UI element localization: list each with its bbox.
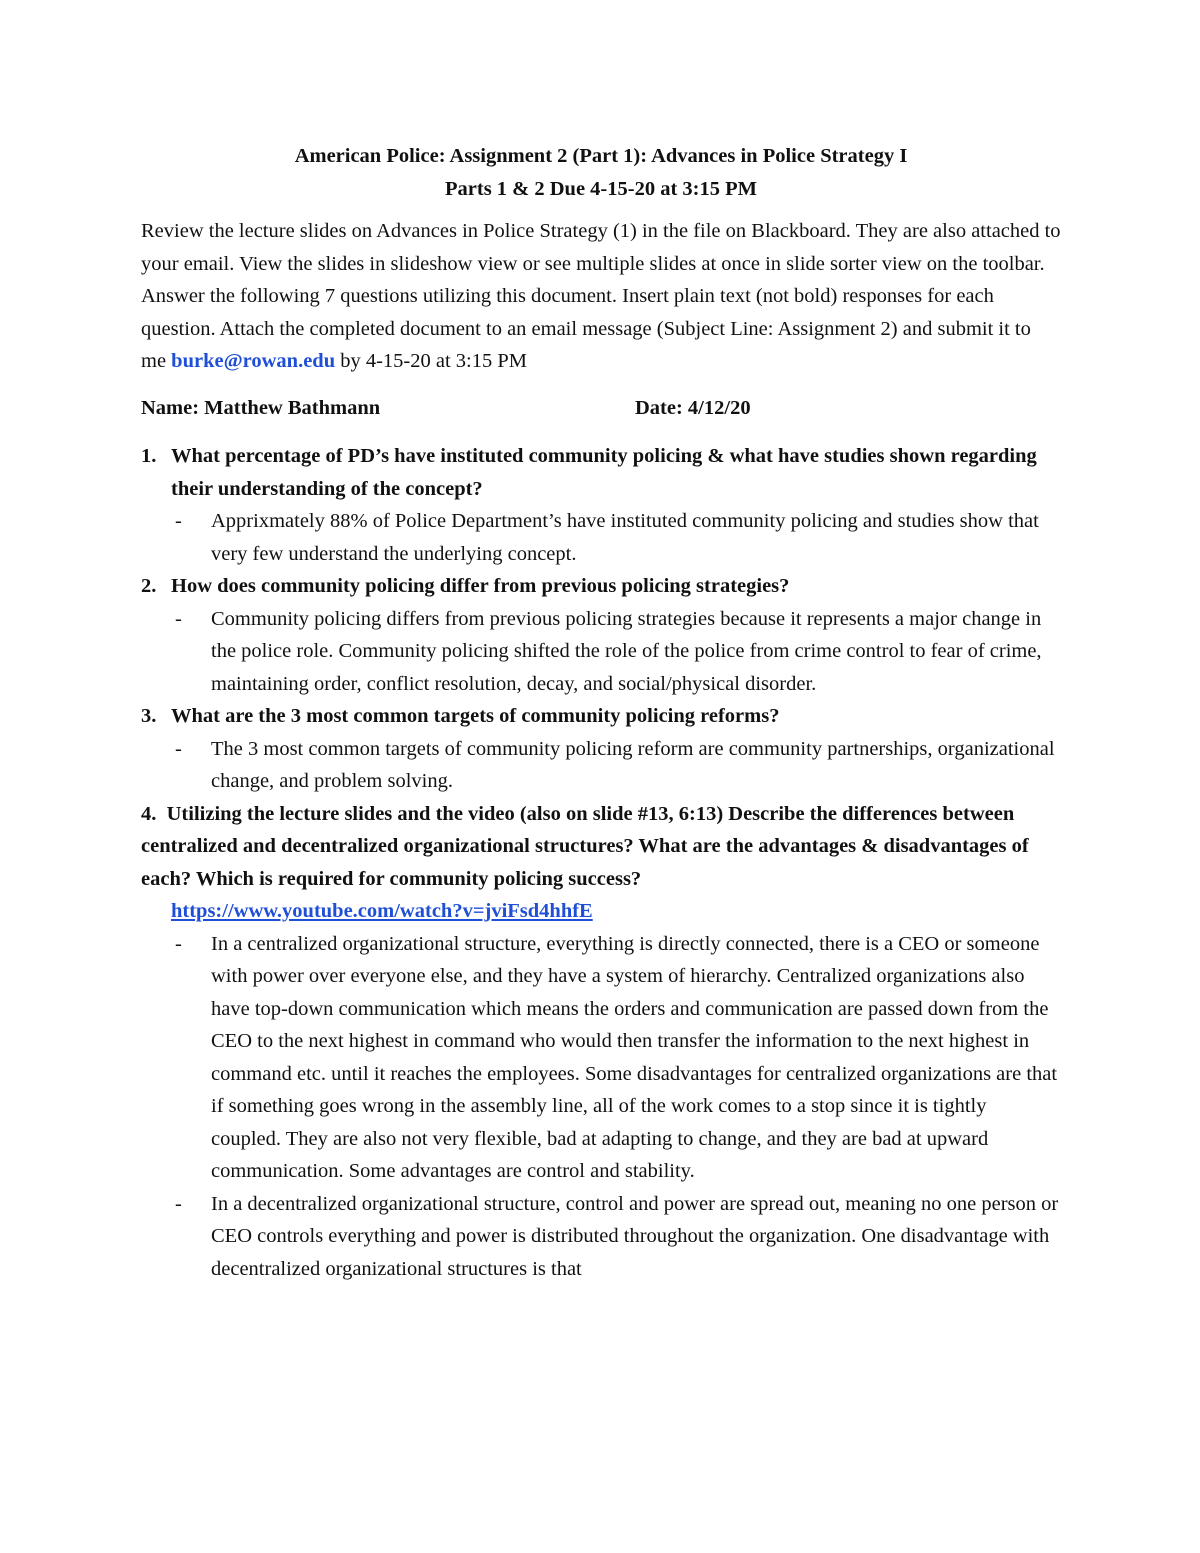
- answer-text: In a decentralized organizational structure, control and power are spread out, meaning no one person or CEO controls everything and power is distributed throughout the organization. One disadvantage with decentralized organizational structures is that: [211, 1192, 1059, 1280]
- question-3: [141, 700, 1061, 733]
- bullet-dash: -: [175, 932, 182, 955]
- instructions-deadline: by 4-15-20 at 3:15 PM: [335, 350, 528, 372]
- question-number: 4.: [141, 802, 157, 825]
- submission-date: Date: 4/12/20: [635, 396, 751, 419]
- answer-item: [171, 928, 1061, 1188]
- student-name: Name: Matthew Bathmann: [141, 396, 381, 419]
- student-info-row: [141, 392, 1061, 425]
- question-text: What are the 3 most common targets of community policing reforms?: [171, 705, 780, 727]
- instructions-text: Review the lecture slides on Advances in Police Strategy (1) in the file on Blackboard. They are also attached to your email. View the slides in slideshow view or see multiple slides at once in slide sorter view on the toolbar. Answer the following 7 questions utilizing this document. Insert plain text (not bold) responses for each question. Attach the completed document to an email message (Subject Line: Assignment 2) and submit it to me: [141, 220, 1061, 372]
- document-title: American Police: Assignment 2 (Part 1): Advances in Police Strategy I: [294, 145, 908, 167]
- answer-item: [171, 1188, 1061, 1286]
- answer-text: The 3 most common targets of community policing reform are community partnerships, organizational change, and problem solving.: [211, 737, 1055, 792]
- answer-item: [171, 733, 1061, 798]
- bullet-dash: -: [175, 737, 182, 760]
- document-page: [141, 140, 1061, 1285]
- document-subtitle: Parts 1 & 2 Due 4-15-20 at 3:15 PM: [445, 177, 757, 200]
- question-1: [141, 440, 1061, 505]
- email-link[interactable]: burke@rowan.edu: [171, 350, 336, 372]
- video-link[interactable]: https://www.youtube.com/watch?v=jviFsd4hhfE: [171, 900, 593, 922]
- bullet-dash: -: [175, 510, 182, 532]
- question-number: 2.: [141, 575, 157, 597]
- question-text: How does community policing differ from previous policing strategies?: [171, 575, 790, 597]
- answer-item: [171, 603, 1061, 701]
- bullet-dash: -: [175, 607, 182, 630]
- question-number: 3.: [141, 705, 157, 727]
- answer-text: In a centralized organizational structure, everything is directly connected, there is a CEO or someone with power over everyone else, and they have a system of hierarchy. Centralized organizations also have top-down communication which means the orders and communication are passed down from the CEO to the next highest in command who would then transfer the information to the next highest in command etc. until it reaches the employees. Some disadvantages for centralized organizations are that if something goes wrong in the assembly line, all of the work comes to a stop since it is tightly coupled. They are also not very flexible, bad at adapting to change, and they are bad at upward communication. Some advantages are control and stability.: [211, 932, 1058, 1182]
- question-4: [141, 798, 1061, 896]
- question-text: Utilizing the lecture slides and the video (also on slide #13, 6:13) Describe the differences between centralized and decentralized organizational structures? What are the advantages & disadvantages of each? Which is required for community policing success?: [141, 802, 1029, 890]
- question-2: [141, 570, 1061, 603]
- answer-text: Community policing differs from previous policing strategies because it represents a major change in the police role. Community policing shifted the role of the police from crime control to fear of crime, maintaining order, conflict resolution, decay, and social/physical disorder.: [211, 607, 1042, 695]
- question-text: What percentage of PD’s have instituted community policing & what have studies shown regarding their understanding of the concept?: [171, 445, 1037, 500]
- question-list: [141, 440, 1061, 1285]
- answer-text: Apprixmately 88% of Police Department’s have instituted community policing and studies show that very few understand the underlying concept.: [211, 510, 1039, 565]
- bullet-dash: -: [175, 1192, 182, 1215]
- instructions-paragraph: [141, 215, 1061, 378]
- question-number: 1.: [141, 445, 157, 467]
- answer-item: [171, 505, 1061, 570]
